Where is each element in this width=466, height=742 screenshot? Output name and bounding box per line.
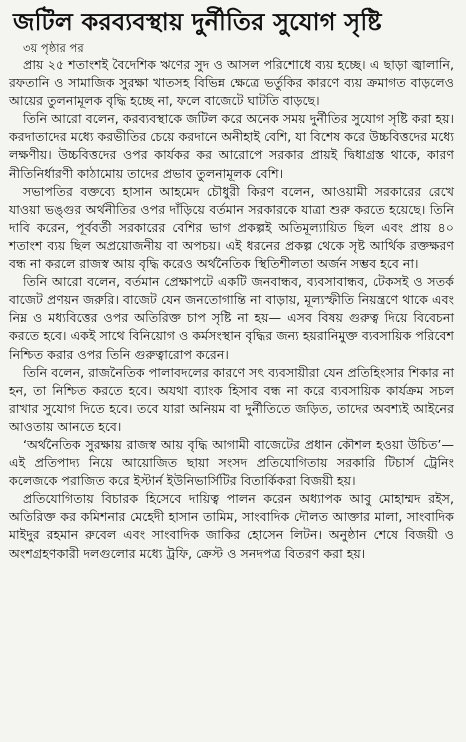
- paragraph: তিনি বলেন, রাজনৈতিক পালাবদলের কারণে সৎ ব্যবসায়ীরা যেন প্রতিহিংসার শিকার না হন, তা নিশ্চিত করতে হবে। অযথা ব্যাংক হিসাব বন্ধ না করে ব্যবসায়িক কার্যক্রম সচল রাখার সুযোগ দিতে হবে। তবে যারা অনিয়ম বা দুর্নীতিতে জড়িত, তাদের অবশ্যই আইনের আওতায় আনতে হবে।: [9, 364, 454, 434]
- paragraph: সভাপতির বক্তব্যে হাসান আহমেদ চৌধুরী কিরণ বলেন, আওয়ামী সরকারের রেখে যাওয়া ভঙ্গুর অর্থনীতির ওপর দাঁড়িয়ে বর্তমান সরকারকে যাত্রা শুরু করতে হয়েছে। তিনি দাবি করেন, পূর্ববর্তী সরকারের বেশির ভাগ প্রকল্পই অতিমূল্যায়িত ছিল এবং প্রায় ৪০ শতাংশ ব্যয় ছিল অপ্রয়োজনীয় বা অপচয়। এই ধরনের প্রকল্প থেকে সৃষ্ট আর্থিক রক্তক্ষরণ বন্ধ না করলে রাজস্ব আয় বৃদ্ধি করেও অর্থনৈতিক স্থিতিশীলতা অর্জন সম্ভব হবে না।: [9, 183, 454, 272]
- paragraph: ‘অর্থনৈতিক সুরক্ষায় রাজস্ব আয় বৃদ্ধি আগামী বাজেটের প্রধান কৌশল হওয়া উচিত’— এই প্রতিপাদ্য নিয়ে আয়োজিত ছায়া সংসদ প্রতিযোগিতায় সরকারি টিচার্স ট্রেনিং কলেজকে পরাজিত করে ইস্টার্ন ইউনিভার্সিটির বিতার্কিকরা বিজয়ী হয়।: [9, 436, 454, 489]
- paragraph: তিনি আরো বলেন, বর্তমান প্রেক্ষাপটে একটি জনবান্ধব, ব্যবসাবান্ধব, টেকসই ও সতর্ক বাজেট প্রণয়ন জরুরি। বাজেট যেন জনতোগান্তি না বাড়ায়, মূল্যস্ফীতি নিয়ন্ত্রণে থাকে এবং নিম্ন ও মধ্যবিত্তের ওপর অতিরিক্ত চাপ সৃষ্টি না হয়— এসব বিষয় গুরুত্ব দিয়ে বিবেচনা করতে হবে। একই সাথে বিনিয়োগ ও কর্মসংস্থান বৃদ্ধির জন্য হয়রানিমুক্ত ব্যবসায়িক পরিবেশ নিশ্চিত করার ওপর তিনি গুরুত্বারোপ করেন।: [9, 274, 454, 362]
- headline: জটিল করব্যবস্থায় দুর্নীতির সুযোগ সৃষ্টি: [13, 7, 382, 36]
- paragraph: তিনি আরো বলেন, করব্যবস্থাকে জটিল করে অনেক সময় দুর্নীতির সুযোগ সৃষ্টি করা হয়। করদাতাদের মধ্যে করভীতির চেয়ে করদানে অনীহাই বেশি, যা বিশেষ করে উচ্চবিত্তদের মধ্যে লক্ষণীয়। উচ্চবিত্তদের ওপর কার্যকর কর আরোপে সরকার প্রায়ই দ্বিধাগ্রস্ত থাকে, কারণ নীতিনির্ধারণী কাঠামোয় তাদের প্রভাব তুলনামূলক বেশি।: [9, 111, 454, 181]
- continued-from-note: ৩য় পৃষ্ঠার পর: [23, 41, 84, 55]
- paragraph: প্রায় ২৫ শতাংশই বৈদেশিক ঋণের সুদ ও আসল পরিশোধে ব্যয় হচ্ছে। এ ছাড়া জ্বালানি, রফতানি ও সামাজিক সুরক্ষা খাতসহ বিভিন্ন ক্ষেত্রে ভর্তুকির কারণে ব্যয় ক্রমাগত বাড়লেও আয়ের তুলনামূলক বৃদ্ধি হচ্ছে না, ফলে বাজেটে ঘাটতি বাড়ছে।: [9, 57, 454, 109]
- paragraph: প্রতিযোগিতায় বিচারক হিসেবে দায়িত্ব পালন করেন অধ্যাপক আবু মোহাম্মদ রইস, অতিরিক্ত কর কমিশনার মেহেদী হাসান তামিম, সাংবাদিক দৌলত আক্তার মালা, সাংবাদিক মাইদুর রহমান রুবেল এবং সাংবাদিক জাকির হোসেন লিটন। অনুষ্ঠান শেষে বিজয়ী ও অংশগ্রহণকারী দলগুলোর মধ্যে ট্রফি, ক্রেস্ট ও সনদপত্র বিতরণ করা হয়।: [9, 491, 454, 561]
- article-body: [9, 56, 454, 563]
